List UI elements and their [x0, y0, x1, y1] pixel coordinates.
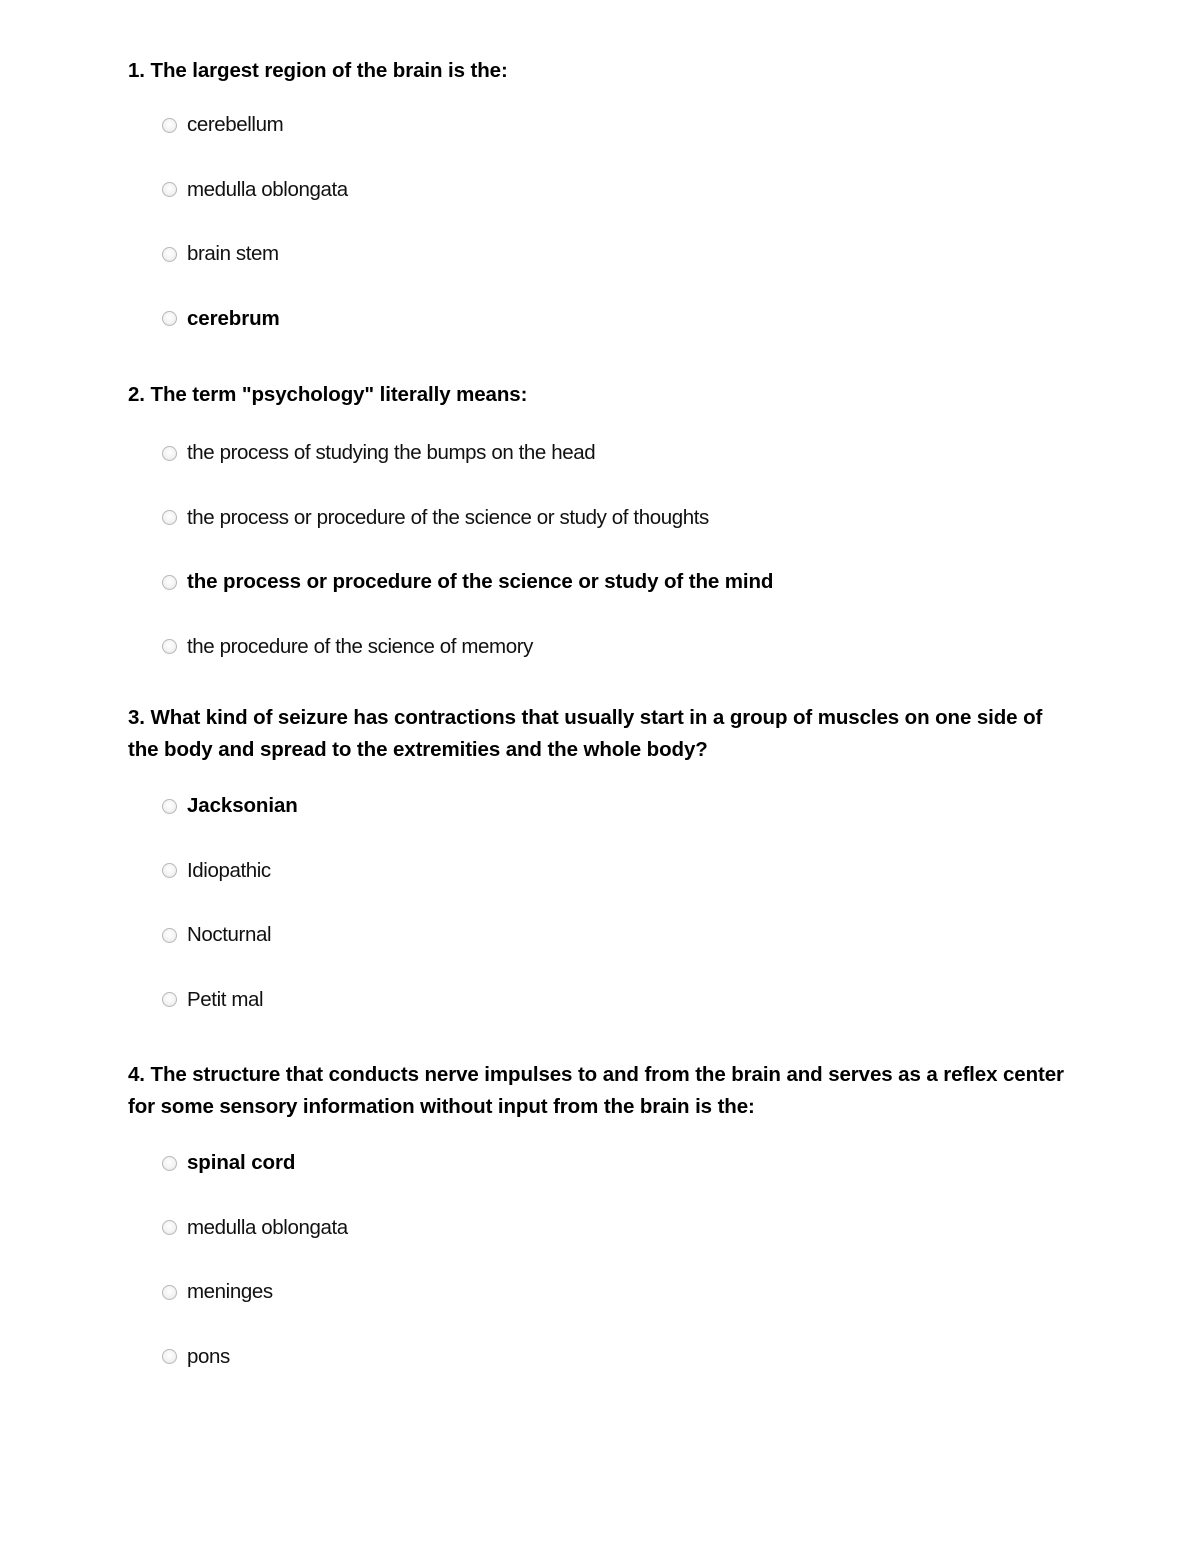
question-2-options	[128, 421, 1068, 679]
option-medulla-oblongata[interactable]	[128, 158, 1068, 223]
option-brain-stem[interactable]	[128, 222, 1068, 287]
option-label: cerebellum	[187, 113, 284, 137]
radio-button-icon[interactable]	[162, 118, 177, 133]
radio-button-icon[interactable]	[162, 639, 177, 654]
option-cerebrum[interactable]	[128, 287, 1068, 352]
radio-button-icon[interactable]	[162, 1349, 177, 1364]
question-3-options	[128, 774, 1068, 1032]
question-number: 2.	[128, 383, 145, 406]
question-number: 4.	[128, 1063, 145, 1086]
question-4	[128, 1059, 1068, 1389]
option-study-of-thoughts[interactable]	[128, 486, 1068, 551]
question-2-text	[128, 379, 1068, 411]
option-label: the procedure of the science of memory	[187, 634, 534, 658]
option-label: Nocturnal	[187, 923, 272, 947]
radio-button-icon[interactable]	[162, 928, 177, 943]
radio-button-icon[interactable]	[162, 446, 177, 461]
radio-button-icon[interactable]	[162, 799, 177, 814]
option-pons[interactable]	[128, 1325, 1068, 1390]
option-label: Idiopathic	[187, 858, 271, 882]
option-label: the process or procedure of the science or study of the mind	[187, 570, 774, 594]
option-medulla-oblongata[interactable]	[128, 1196, 1068, 1261]
question-number: 3.	[128, 706, 145, 729]
radio-button-icon[interactable]	[162, 247, 177, 262]
question-prompt: The term "psychology" literally means:	[150, 383, 528, 406]
radio-button-icon[interactable]	[162, 863, 177, 878]
option-label: pons	[187, 1344, 230, 1368]
option-bumps-on-head[interactable]	[128, 421, 1068, 486]
question-3-text	[128, 702, 1068, 766]
option-study-of-mind[interactable]	[128, 550, 1068, 615]
option-label: the process of studying the bumps on the head	[187, 441, 596, 465]
radio-button-icon[interactable]	[162, 992, 177, 1007]
question-1-text	[128, 55, 1068, 87]
radio-button-icon[interactable]	[162, 575, 177, 590]
question-prompt: What kind of seizure has contractions that usually start in a group of muscles on one side of the body and spread to the extremities and the whole body?	[128, 706, 1043, 761]
option-label: medulla oblongata	[187, 1215, 348, 1239]
option-petit-mal[interactable]	[128, 968, 1068, 1033]
option-meninges[interactable]	[128, 1260, 1068, 1325]
radio-button-icon[interactable]	[162, 311, 177, 326]
radio-button-icon[interactable]	[162, 182, 177, 197]
question-2	[128, 379, 1068, 679]
radio-button-icon[interactable]	[162, 1285, 177, 1300]
option-label: the process or procedure of the science or study of thoughts	[187, 505, 709, 529]
option-spinal-cord[interactable]	[128, 1131, 1068, 1196]
option-cerebellum[interactable]	[128, 93, 1068, 158]
option-jacksonian[interactable]	[128, 774, 1068, 839]
option-label: brain stem	[187, 242, 279, 266]
question-1	[128, 55, 1068, 351]
question-4-options	[128, 1131, 1068, 1389]
question-1-options	[128, 93, 1068, 351]
option-label: meninges	[187, 1280, 273, 1304]
question-prompt: The structure that conducts nerve impulses to and from the brain and serves as a reflex center for some sensory information without input from the brain is the:	[128, 1063, 1064, 1118]
option-label: medulla oblongata	[187, 177, 348, 201]
question-4-text	[128, 1059, 1068, 1123]
question-prompt: The largest region of the brain is the:	[150, 59, 508, 82]
option-idiopathic[interactable]	[128, 839, 1068, 904]
option-label: Petit mal	[187, 987, 264, 1011]
option-label: Jacksonian	[187, 794, 298, 818]
question-number: 1.	[128, 59, 145, 82]
option-label: spinal cord	[187, 1151, 296, 1175]
question-3	[128, 702, 1068, 1032]
option-nocturnal[interactable]	[128, 903, 1068, 968]
option-science-of-memory[interactable]	[128, 615, 1068, 680]
radio-button-icon[interactable]	[162, 1220, 177, 1235]
option-label: cerebrum	[187, 306, 280, 330]
radio-button-icon[interactable]	[162, 1156, 177, 1171]
radio-button-icon[interactable]	[162, 510, 177, 525]
